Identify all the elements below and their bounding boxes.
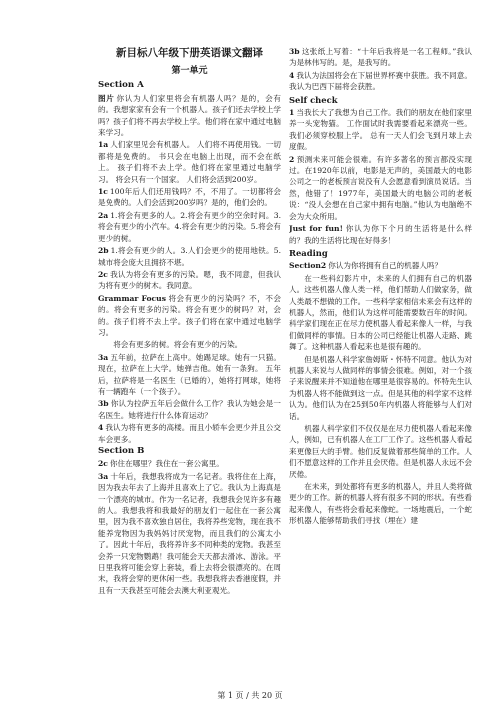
item-text: 你认为拉萨五年后会做什么工作？我认为她会是一名医生。她将进行什么体育运动？ (98, 399, 281, 420)
item-text: 1.将会有更多的人。2.将会有更少的空余时间。3.将会有更少的小汽车。4.将会有更少的污染。5.将会有更少的树。 (98, 210, 281, 243)
unit-heading: 第一单元 (171, 66, 208, 76)
self-check-heading: Self check (289, 94, 338, 105)
paragraph-self-check-1 (289, 107, 472, 153)
reading-heading: Reading (289, 247, 328, 258)
item-text: 五年前，拉萨在上高中。她踢足球。她有一只猫。 现在，拉萨在上大学。她弹吉他。她有一条狗。 五年后，拉萨将是一名医生（已婚的），她将打网球，她将有一辆跑车（一个孩子）。 (98, 352, 281, 396)
item-label: 1c (98, 187, 108, 197)
paragraph-1c (98, 186, 281, 209)
paragraph-grammar-focus (98, 293, 281, 339)
item-text: 我认为将会有更多的污染。嗯，我不同意，但我认为将有更少的树木。我同意。 (98, 269, 281, 291)
item-text: 将会有更少的污染吗？不，不会的。将会有更多的污染。将会有更少的树吗？对，会的。孩子们将不去上学。孩子们将在家中通过电脑学习。 (98, 293, 281, 337)
page-footer: 第 1 页 / 共 20 页 (217, 690, 283, 700)
item-label: 3a (98, 471, 109, 481)
item-label: 1a (98, 140, 109, 150)
paragraph-2b (98, 245, 281, 268)
item-text: 十年后，我想我将成为一名记者。我将住在上海，因为我去年去了上海并且喜欢上了它。我认为上海真是一个漂亮的城市。作为一名记者，我想我会见许多有趣的人。我想我将和我最好的朋友们一起住在一套公寓里，因为我不喜欢独自居住，我将养些宠物，现在我不能养宠物因为我妈妈讨厌宠物，而且我们的公寓太小了。因此十年后，我将养许多不同种类的宠物。我甚至会养一只宠物鹦鹉！我可能会天天都去滑冰、游泳。平日里我将可能会穿上套装，看上去将会很漂亮的。在周末，我将会穿的更休闲一些。我想我将去香港度假，并且有一天我甚至可能会去澳大利亚观光。 (98, 471, 281, 595)
reading-paragraph-2: 但是机器人科学家詹姆斯・怀特不同意。他认为对机器人来说与人做同样的事情会很难。例如，对一个孩子来说醒来并不知道他在哪里是很容易的。怀特先生认为机器人将不能做到这一点。但是其他的科学家不这样认为。他们认为在25到50年内机器人将能够与人们对话。 (289, 354, 472, 421)
paragraph-b-3a (98, 471, 281, 596)
item-text: 你认为你下个月的生活将是什么样的？我的生活将比现在好得多！ (289, 224, 472, 245)
paragraph-3b (98, 398, 281, 421)
item-text: 你认为人们家里将会有机器人吗？是的，会有的。我想家家有会有一个机器人。孩子们还去学校上学吗？孩子们将不再去学校上学。他们将在家中通过电脑来学习。 (98, 93, 281, 138)
item-label: 2c (98, 269, 108, 279)
two-column-body (98, 46, 480, 597)
item-text: 1.将会有更少的人。3.人们会更少的使用地铁。5.城市将会庞大且拥挤不堪。 (98, 246, 281, 267)
item-label: 3b (98, 399, 109, 409)
document-title: 新目标八年级下册英语课文翻译 (116, 47, 263, 59)
item-label: 2c (98, 459, 108, 469)
paragraph-4 (98, 422, 281, 445)
item-label: 3b (289, 47, 300, 56)
item-text: 这张纸上写着：“十年后我将是一名工程师。”我认为是林伟写的。是，是我写的。 (289, 47, 472, 68)
item-text: 预测未来可能会很难。有许多著名的预言都没实现过。在1920年以前，电影是无声的，美国最大的电影公司之一的老板预言说没有人会愿意看到演员说话。当然，他错了！1977年，美国最大的电脑公司的老板说：“没人会想在自己家中拥有电脑。”他认为电脑绝不会为大众所用。 (289, 154, 472, 221)
paragraph-section2 (289, 260, 472, 271)
paragraph-picture (98, 93, 281, 139)
item-label: Section2 (289, 261, 327, 271)
paragraph-just-for-fun (289, 223, 472, 246)
paragraph-b-4 (289, 70, 472, 93)
item-label: 4 (98, 423, 104, 433)
paragraph-1a (98, 139, 281, 185)
item-label: 3a (98, 352, 109, 362)
reading-paragraph-4: 在未来，到处都将有更多的机器人，并且人类将做更少的工作。新的机器人将有很多不同的形状。有些看起来像人，有些将会看起来像蛇。一场地震后，一个蛇形机器人能够帮助我们寻找（埋在）建 (289, 482, 472, 526)
paragraph-2c (98, 269, 281, 292)
item-text: 我认为将有更多的高楼。而且小轿车会更少并且公交车会更多。 (98, 423, 281, 444)
paragraph-2a (98, 210, 281, 244)
item-label: 图片 (98, 93, 115, 103)
paragraph-self-check-2 (289, 154, 472, 222)
item-label: 1 (289, 108, 295, 118)
item-text: 你住在哪里？我住在一套公寓里。 (109, 459, 224, 469)
paragraph-b-3b (289, 46, 472, 69)
item-label: 2a (98, 210, 109, 220)
item-text: 当我长大了我想为自己工作。我们的朋友在他们家里养一头宠物猫。 工作面试时我需要看起来漂亮一些。 我们必须穿校服上学。 总有一天人们会飞到月球上去度假。 (289, 108, 472, 152)
paragraph-b-2c (98, 458, 281, 469)
item-text: 100年后人们还用钱吗？不，不用了。一切都将会是免费的。人们会活到200岁吗？是的，他们会的。 (98, 187, 281, 208)
paragraph-grammar-focus-2: 将会有更多的树。将会有更少的污染。 (113, 340, 243, 350)
item-text: 你认为你将拥有自己的机器人吗？ (328, 261, 443, 271)
reading-paragraph-1: 在一些科幻影片中，未来的人们拥有自己的机器人。这些机器人像人类一样，他们帮助人们做家务，做人类最不想做的工作。一些科学家相信未来会有这样的机器人，然而，他们认为这样可能需要数百年的时间。科学家们现在正在尽力使机器人看起来像人一样，与我们做同样的事情。日本的公司已经能让机器人走路、跳舞了。这种机器人看起来也是很有趣的。 (289, 273, 472, 352)
item-label: 4 (289, 70, 295, 80)
paragraph-3a (98, 352, 281, 398)
item-label: 2 (289, 154, 295, 164)
section-a-heading: Section A (98, 80, 144, 91)
item-label: Grammar Focus (98, 293, 166, 303)
item-text: 我认为法国将会在下届世界杯赛中获胜。我不同意。我认为巴西下届将会获胜。 (289, 70, 472, 92)
item-text: 人们家里见会有机器人。 人们将不再使用钱。一切都将是免费的。 书只会在电脑上出现，而不会在纸上。 孩子们将不去上学。他们将在家里通过电脑学习。 将会只有一个国家。 人们将会活到200岁。 (98, 140, 281, 184)
item-label: Just for fun! (289, 224, 343, 234)
reading-paragraph-3: 机器人科学家们不仅仅是在尽力使机器人看起来像人，例如，已有机器人在工厂工作了。这些机器人看起来更像巨大的手臂。他们反复做着那些简单的工作。人们不愿意这样的工作并且会厌倦。但是机器人永远不会厌倦。 (289, 424, 472, 479)
left-column (98, 46, 281, 597)
item-label: 2b (98, 246, 109, 256)
right-column (289, 46, 472, 597)
section-b-heading: Section B (98, 446, 145, 456)
